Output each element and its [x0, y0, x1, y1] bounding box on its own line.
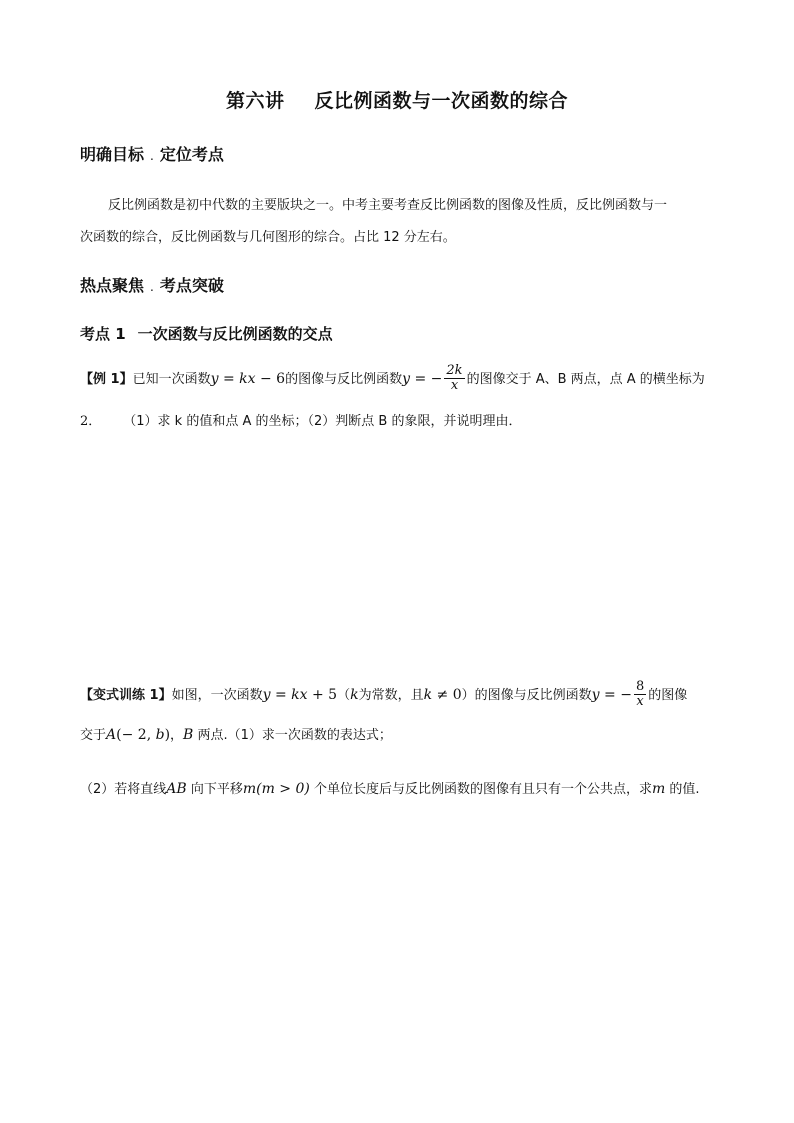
variant1-label: 【变式训练 1】	[80, 687, 172, 703]
point-a: A(− 2, b)	[106, 727, 171, 743]
page-title	[0, 86, 794, 113]
lecture-number: 第六讲	[225, 90, 285, 112]
example1-question-2: （2）判断点 B 的象限，并说明理由．	[307, 414, 522, 429]
point-b: B	[183, 727, 194, 743]
kaodian-text: 一次函数与反比例函数的交点	[137, 325, 333, 343]
variant1-line-2: 交于A(− 2, b)，B 两点.（1）求一次函数的表达式；	[80, 727, 392, 743]
example1-label: 【例 1】	[80, 371, 133, 387]
example1-question-1: （1）求 k 的值和点 A 的坐标；	[123, 414, 308, 429]
variant1-line-3: （2）若将直线AB 向下平移m(m > 0) 个单位长度后与反比例函数的图像有且只有一个公共点，求m 的值.	[80, 781, 700, 797]
intro-paragraph-line-2: 次函数的综合，反比例函数与几何图形的综合。占比 12 分左右。	[80, 230, 456, 245]
example1-line-1: 【例 1】已知一次函数y = kx − 6的图像与反比例函数y = − $\frac{2k}{x}$ 的图像交于 A、B 两点，点 A 的横坐标为	[80, 363, 705, 394]
example1-line-2: 2． （1）求 k 的值和点 A 的坐标；（2）判断点 B 的象限，并说明理由．	[80, 414, 522, 429]
kaodian-heading	[80, 323, 333, 344]
line-ab: AB	[166, 781, 187, 797]
section-heading-hotspots: 热点聚焦 . 考点突破	[80, 276, 224, 295]
equation-inverse-variant: y = − $\frac{8}{x}$	[591, 679, 645, 710]
lecture-topic: 反比例函数与一次函数的综合	[314, 90, 569, 112]
equation-linear: y = kx − 6	[210, 370, 286, 387]
kaodian-label: 考点 1	[80, 325, 126, 343]
equation-inverse: y = − $\frac{2k}{x}$	[402, 363, 463, 394]
variant1-line-1: 【变式训练 1】如图，一次函数y = kx + 5（k为常数，且k ≠ 0）的图像与反比例函数y = − $\frac{8}{x}$ 的图像	[80, 679, 688, 710]
equation-linear-variant: y = kx + 5	[262, 686, 338, 703]
section-heading-goals: 明确目标 . 定位考点	[80, 145, 224, 164]
m-condition: (m > 0)	[256, 781, 310, 797]
intro-paragraph-line-1: 反比例函数是初中代数的主要版块之一。中考主要考查反比例函数的图像及性质，反比例函数与一	[108, 198, 668, 213]
